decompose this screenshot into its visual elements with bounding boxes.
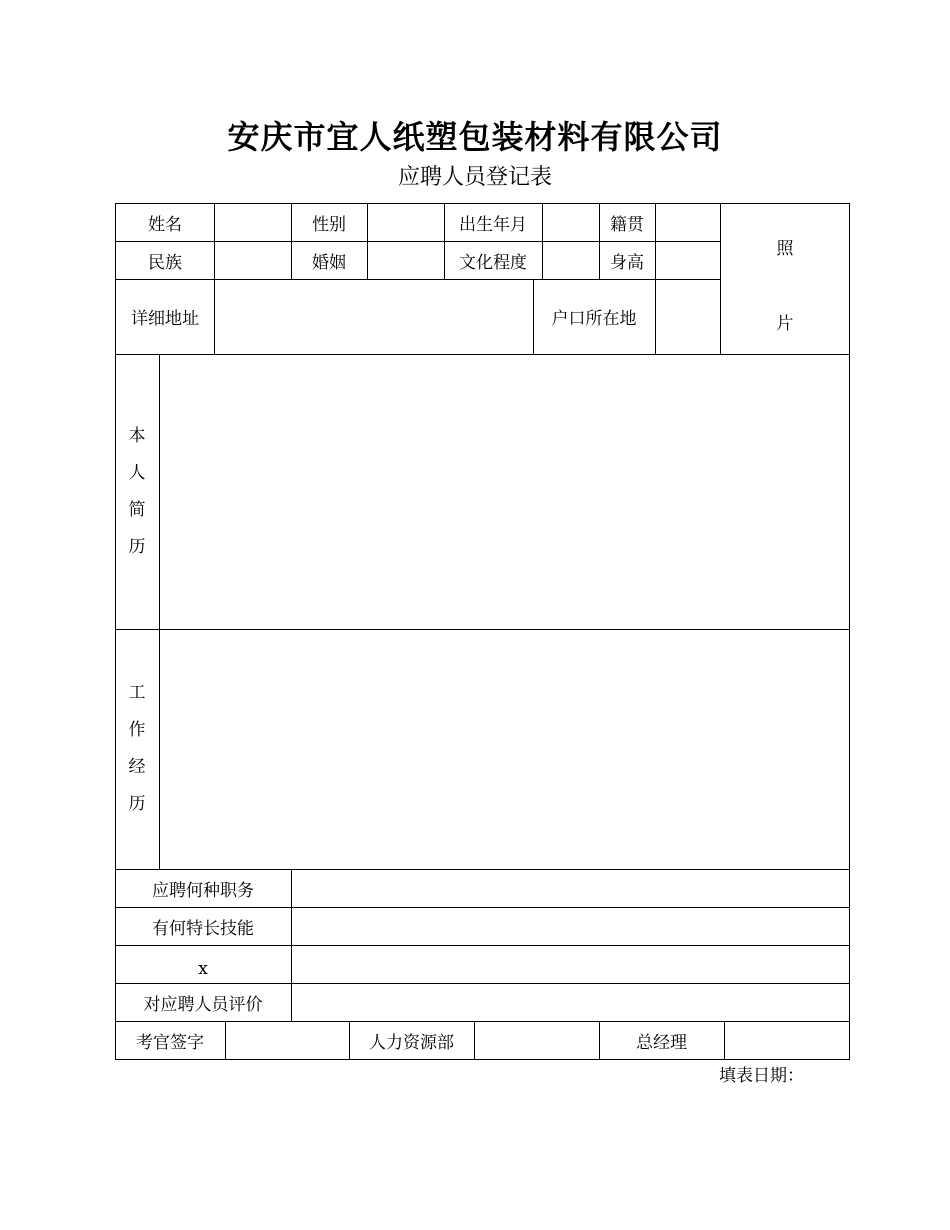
field-household[interactable] bbox=[656, 279, 720, 354]
field-native-place[interactable] bbox=[656, 203, 720, 241]
label-education: 文化程度 bbox=[459, 252, 527, 273]
photo-label-bottom: 片 bbox=[776, 313, 794, 334]
table-border-right bbox=[849, 203, 850, 1060]
photo-label-top: 照 bbox=[776, 238, 794, 259]
label-resume bbox=[115, 354, 159, 629]
table-border-bottom bbox=[115, 1059, 850, 1060]
label-birth: 出生年月 bbox=[459, 214, 527, 235]
label-position: 应聘何种职务 bbox=[152, 880, 254, 901]
work-char: 经 bbox=[128, 757, 146, 777]
fill-date-label: 填表日期： bbox=[719, 1066, 804, 1086]
work-char: 历 bbox=[128, 794, 146, 814]
field-evaluation[interactable] bbox=[292, 983, 849, 1021]
field-birth[interactable] bbox=[543, 203, 599, 241]
label-marital: 婚姻 bbox=[312, 252, 346, 273]
field-address[interactable] bbox=[215, 279, 533, 354]
label-skills: 有何特长技能 bbox=[152, 918, 254, 939]
label-hr-department: 人力资源部 bbox=[369, 1032, 454, 1053]
resume-char: 人 bbox=[128, 462, 146, 483]
field-marital[interactable] bbox=[368, 241, 444, 279]
label-unknown-row: x bbox=[198, 959, 208, 979]
field-height[interactable] bbox=[656, 241, 720, 279]
label-work-experience bbox=[115, 629, 159, 869]
work-char: 作 bbox=[128, 720, 146, 740]
field-general-manager[interactable] bbox=[725, 1021, 849, 1059]
field-education[interactable] bbox=[543, 241, 599, 279]
label-evaluation: 对应聘人员评价 bbox=[143, 994, 263, 1015]
resume-char: 简 bbox=[128, 499, 146, 520]
field-unknown-row[interactable] bbox=[292, 945, 849, 983]
label-native-place: 籍贯 bbox=[610, 214, 644, 235]
company-title: 安庆市宜人纸塑包装材料有限公司 bbox=[227, 118, 723, 156]
label-height: 身高 bbox=[610, 252, 644, 273]
label-general-manager: 总经理 bbox=[636, 1032, 687, 1053]
label-interviewer-signature: 考官签字 bbox=[136, 1032, 204, 1053]
resume-char: 本 bbox=[128, 425, 146, 446]
work-char: 工 bbox=[128, 683, 146, 703]
field-position[interactable] bbox=[292, 869, 849, 907]
label-household: 户口所在地 bbox=[551, 309, 637, 329]
field-ethnicity[interactable] bbox=[215, 241, 291, 279]
label-gender: 性别 bbox=[312, 214, 346, 235]
label-name: 姓名 bbox=[148, 214, 182, 235]
form-title: 应聘人员登记表 bbox=[397, 165, 552, 190]
field-skills[interactable] bbox=[292, 907, 849, 945]
resume-char: 历 bbox=[128, 536, 146, 557]
label-ethnicity: 民族 bbox=[148, 252, 182, 273]
field-gender[interactable] bbox=[368, 203, 444, 241]
field-interviewer-signature[interactable] bbox=[226, 1021, 349, 1059]
field-name[interactable] bbox=[215, 203, 291, 241]
field-resume[interactable] bbox=[160, 355, 849, 629]
label-address: 详细地址 bbox=[131, 309, 199, 329]
field-work-experience[interactable] bbox=[160, 630, 849, 869]
field-hr-department[interactable] bbox=[475, 1021, 599, 1059]
